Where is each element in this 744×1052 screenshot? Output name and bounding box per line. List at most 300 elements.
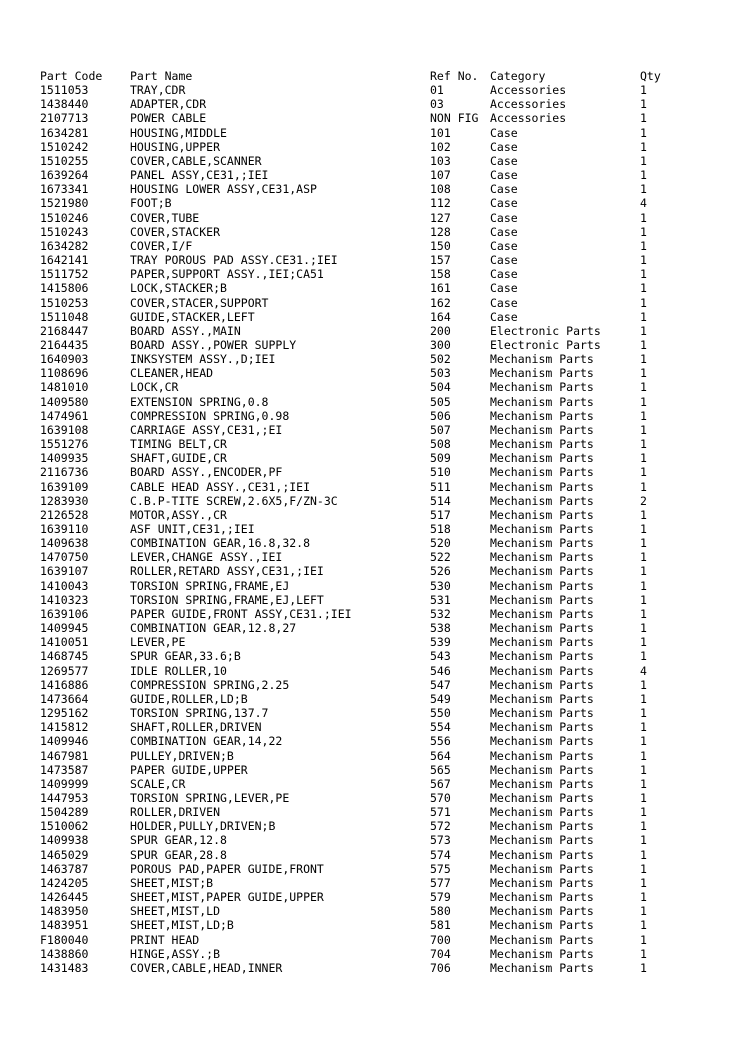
table-row (40, 168, 720, 182)
part-code-cell: 1283930 (40, 493, 89, 508)
ref-no-cell: 511 (430, 479, 451, 494)
category-cell: Mechanism Parts (490, 691, 594, 706)
ref-no-cell: 200 (430, 323, 451, 338)
qty-cell: 1 (640, 762, 647, 777)
category-cell: Mechanism Parts (490, 861, 594, 876)
part-code-cell: 1510253 (40, 295, 89, 310)
part-name-cell: MOTOR,ASSY.,CR (130, 507, 227, 522)
category-cell: Mechanism Parts (490, 550, 594, 565)
category-cell: Case (490, 139, 518, 154)
part-code-cell: 1510242 (40, 139, 89, 154)
qty-cell: 1 (640, 323, 647, 338)
part-code-cell: 1269577 (40, 663, 89, 678)
ref-no-cell: 572 (430, 819, 451, 834)
part-code-cell: 1415812 (40, 720, 89, 735)
part-code-cell: 1551276 (40, 437, 89, 452)
category-cell: Case (490, 168, 518, 183)
table-row (40, 777, 720, 791)
part-name-cell: EXTENSION SPRING,0.8 (130, 394, 269, 409)
part-name-cell: PAPER GUIDE,FRONT ASSY,CE31.;IEI (130, 606, 352, 621)
ref-no-cell: 530 (430, 578, 451, 593)
category-cell: Mechanism Parts (490, 833, 594, 848)
part-code-cell: 1465029 (40, 847, 89, 862)
ref-no-cell: 03 (430, 97, 444, 112)
category-cell: Mechanism Parts (490, 522, 594, 536)
category-cell: Mechanism Parts (490, 606, 594, 621)
table-row (40, 678, 720, 692)
ref-no-cell: 700 (430, 932, 451, 947)
ref-no-cell: 550 (430, 706, 451, 721)
table-row (40, 791, 720, 805)
ref-no-cell: 127 (430, 210, 451, 225)
part-name-cell: TORSION SPRING,FRAME,EJ (130, 578, 290, 593)
part-name-cell: SPUR GEAR,28.8 (130, 847, 227, 862)
ref-no-cell: 580 (430, 904, 451, 919)
ref-no-cell: 502 (430, 352, 451, 367)
category-cell: Case (490, 309, 518, 324)
qty-cell: 1 (640, 153, 647, 168)
part-code-cell: 1639264 (40, 168, 89, 183)
qty-cell: 1 (640, 847, 647, 862)
part-name-cell: SHEET,MIST,PAPER GUIDE,UPPER (130, 890, 324, 905)
qty-cell: 1 (640, 451, 647, 466)
qty-cell: 1 (640, 578, 647, 593)
table-row (40, 508, 720, 522)
qty-cell: 1 (640, 960, 647, 975)
category-cell: Mechanism Parts (490, 805, 594, 820)
part-code-cell: 1642141 (40, 253, 89, 268)
part-code-cell: 1470750 (40, 550, 89, 565)
table-row (40, 380, 720, 394)
part-code-cell: 1424205 (40, 875, 89, 890)
table-row (40, 352, 720, 366)
qty-cell: 1 (640, 522, 647, 536)
part-name-cell: HOLDER,PULLY,DRIVEN;B (130, 819, 276, 834)
ref-no-cell: 103 (430, 153, 451, 168)
part-code-cell: 1468745 (40, 649, 89, 664)
part-code-cell: 1640903 (40, 352, 89, 367)
qty-cell: 1 (640, 819, 647, 834)
ref-no-cell: 128 (430, 224, 451, 239)
part-code-cell: 1510062 (40, 819, 89, 834)
part-name-cell: FOOT;B (130, 196, 172, 211)
qty-cell: 1 (640, 621, 647, 636)
ref-no-cell: 546 (430, 663, 451, 678)
part-name-cell: SHAFT,GUIDE,CR (130, 451, 227, 466)
header-part-code: Part Code (40, 69, 103, 83)
category-cell: Mechanism Parts (490, 762, 594, 777)
qty-cell: 1 (640, 805, 647, 820)
table-row (40, 522, 720, 536)
qty-cell: 1 (640, 932, 647, 947)
header-qty: Qty (640, 69, 661, 83)
qty-cell: 1 (640, 946, 647, 961)
part-code-cell: 1483950 (40, 904, 89, 919)
part-name-cell: TRAY,CDR (130, 83, 186, 98)
table-row (40, 338, 720, 352)
ref-no-cell: 565 (430, 762, 451, 777)
qty-cell: 1 (640, 366, 647, 381)
part-name-cell: COMBINATION GEAR,14,22 (130, 734, 283, 749)
part-name-cell: POROUS PAD,PAPER GUIDE,FRONT (130, 861, 324, 876)
header-ref-no: Ref No. (430, 69, 479, 83)
category-cell: Case (490, 153, 518, 168)
part-name-cell: SPUR GEAR,12.8 (130, 833, 227, 848)
ref-no-cell: 547 (430, 677, 451, 692)
table-row (40, 310, 720, 324)
qty-cell: 1 (640, 720, 647, 735)
table-row (40, 862, 720, 876)
qty-cell: 1 (640, 139, 647, 154)
part-name-cell: LEVER,PE (130, 635, 186, 650)
table-row (40, 607, 720, 621)
category-cell: Mechanism Parts (490, 380, 594, 395)
part-code-cell: 1639110 (40, 522, 89, 536)
ref-no-cell: 556 (430, 734, 451, 749)
table-row (40, 621, 720, 635)
part-name-cell: CABLE HEAD ASSY.,CE31,;IEI (130, 479, 311, 494)
part-code-cell: 1463787 (40, 861, 89, 876)
category-cell: Mechanism Parts (490, 847, 594, 862)
table-row (40, 126, 720, 140)
table-row (40, 904, 720, 918)
part-name-cell: COVER,STACER,SUPPORT (130, 295, 269, 310)
ref-no-cell: 543 (430, 649, 451, 664)
part-code-cell: 1409946 (40, 734, 89, 749)
ref-no-cell: NON FIG (430, 111, 479, 126)
part-name-cell: COVER,CABLE,SCANNER (130, 153, 262, 168)
qty-cell: 1 (640, 776, 647, 791)
ref-no-cell: 549 (430, 691, 451, 706)
ref-no-cell: 518 (430, 522, 451, 536)
ref-no-cell: 581 (430, 918, 451, 933)
table-row (40, 409, 720, 423)
category-cell: Mechanism Parts (490, 465, 594, 480)
part-name-cell: POWER CABLE (130, 111, 207, 126)
table-row (40, 833, 720, 847)
ref-no-cell: 554 (430, 720, 451, 735)
qty-cell: 1 (640, 564, 647, 579)
table-row (40, 296, 720, 310)
part-code-cell: 1511752 (40, 267, 89, 282)
table-row (40, 579, 720, 593)
header-category: Category (490, 69, 546, 83)
part-code-cell: 1639107 (40, 564, 89, 579)
category-cell: Mechanism Parts (490, 621, 594, 636)
table-row (40, 366, 720, 380)
part-name-cell: TORSION SPRING,LEVER,PE (130, 790, 290, 805)
part-name-cell: COVER,STACKER (130, 224, 221, 239)
table-row (40, 961, 720, 975)
part-code-cell: 1410051 (40, 635, 89, 650)
part-name-cell: COMPRESSION SPRING,2.25 (130, 677, 290, 692)
part-code-cell: 1447953 (40, 790, 89, 805)
table-row (40, 692, 720, 706)
table-row (40, 267, 720, 281)
part-name-cell: BOARD ASSY.,POWER SUPPLY (130, 337, 297, 352)
qty-cell: 1 (640, 706, 647, 721)
part-code-cell: 2116736 (40, 465, 89, 480)
category-cell: Mechanism Parts (490, 776, 594, 791)
qty-cell: 1 (640, 550, 647, 565)
qty-cell: 1 (640, 479, 647, 494)
category-cell: Mechanism Parts (490, 437, 594, 452)
ref-no-cell: 162 (430, 295, 451, 310)
ref-no-cell: 704 (430, 946, 451, 961)
ref-no-cell: 577 (430, 875, 451, 890)
table-row (40, 706, 720, 720)
category-cell: Mechanism Parts (490, 564, 594, 579)
ref-no-cell: 517 (430, 507, 451, 522)
qty-cell: 1 (640, 918, 647, 933)
part-name-cell: LOCK,STACKER;B (130, 281, 227, 296)
qty-cell: 1 (640, 748, 647, 763)
category-cell: Electronic Parts (490, 323, 601, 338)
header-part-name: Part Name (130, 69, 193, 83)
part-code-cell: 1634282 (40, 238, 89, 253)
part-name-cell: TORSION SPRING,FRAME,EJ,LEFT (130, 592, 324, 607)
qty-cell: 1 (640, 125, 647, 140)
part-code-cell: 1409580 (40, 394, 89, 409)
part-name-cell: PAPER GUIDE,UPPER (130, 762, 248, 777)
part-code-cell: 1639108 (40, 422, 89, 437)
category-cell: Mechanism Parts (490, 734, 594, 749)
part-name-cell: SPUR GEAR,33.6;B (130, 649, 241, 664)
table-row (40, 890, 720, 904)
ref-no-cell: 161 (430, 281, 451, 296)
qty-cell: 1 (640, 790, 647, 805)
part-name-cell: PRINT HEAD (130, 932, 200, 947)
table-row (40, 848, 720, 862)
category-cell: Case (490, 210, 518, 225)
category-cell: Case (490, 281, 518, 296)
category-cell: Case (490, 224, 518, 239)
part-code-cell: 1474961 (40, 408, 89, 423)
part-name-cell: IDLE ROLLER,10 (130, 663, 227, 678)
table-row (40, 649, 720, 663)
qty-cell: 1 (640, 337, 647, 352)
qty-cell: 1 (640, 408, 647, 423)
qty-cell: 1 (640, 295, 647, 310)
part-code-cell: 1521980 (40, 196, 89, 211)
part-name-cell: TIMING BELT,CR (130, 437, 227, 452)
part-name-cell: GUIDE,STACKER,LEFT (130, 309, 255, 324)
table-row (40, 196, 720, 210)
table-row (40, 749, 720, 763)
qty-cell: 1 (640, 267, 647, 282)
category-cell: Mechanism Parts (490, 677, 594, 692)
part-code-cell: 1673341 (40, 182, 89, 197)
ref-no-cell: 01 (430, 83, 444, 98)
table-row (40, 720, 720, 734)
part-code-cell: F180040 (40, 932, 89, 947)
table-row (40, 918, 720, 932)
category-cell: Mechanism Parts (490, 479, 594, 494)
qty-cell: 1 (640, 635, 647, 650)
category-cell: Mechanism Parts (490, 422, 594, 437)
table-row (40, 635, 720, 649)
qty-cell: 4 (640, 663, 647, 678)
ref-no-cell: 531 (430, 592, 451, 607)
ref-no-cell: 570 (430, 790, 451, 805)
qty-cell: 1 (640, 904, 647, 919)
part-code-cell: 2168447 (40, 323, 89, 338)
category-cell: Mechanism Parts (490, 932, 594, 947)
part-name-cell: SHEET,MIST,LD;B (130, 918, 234, 933)
ref-no-cell: 526 (430, 564, 451, 579)
part-name-cell: LEVER,CHANGE ASSY.,IEI (130, 550, 283, 565)
qty-cell: 1 (640, 238, 647, 253)
part-name-cell: BOARD ASSY.,MAIN (130, 323, 241, 338)
part-code-cell: 1473664 (40, 691, 89, 706)
ref-no-cell: 532 (430, 606, 451, 621)
ref-no-cell: 520 (430, 536, 451, 551)
qty-cell: 1 (640, 111, 647, 126)
qty-cell: 1 (640, 309, 647, 324)
part-name-cell: COMPRESSION SPRING,0.98 (130, 408, 290, 423)
table-row (40, 182, 720, 196)
part-name-cell: CLEANER,HEAD (130, 366, 214, 381)
part-name-cell: TORSION SPRING,137.7 (130, 706, 269, 721)
category-cell: Mechanism Parts (490, 706, 594, 721)
part-name-cell: ADAPTER,CDR (130, 97, 207, 112)
table-row (40, 805, 720, 819)
part-name-cell: ROLLER,RETARD ASSY,CE31,;IEI (130, 564, 324, 579)
category-cell: Electronic Parts (490, 337, 601, 352)
category-cell: Mechanism Parts (490, 394, 594, 409)
ref-no-cell: 574 (430, 847, 451, 862)
table-row (40, 536, 720, 550)
table-row (40, 140, 720, 154)
category-cell: Case (490, 267, 518, 282)
ref-no-cell: 509 (430, 451, 451, 466)
part-name-cell: SHAFT,ROLLER,DRIVEN (130, 720, 262, 735)
part-code-cell: 1431483 (40, 960, 89, 975)
part-code-cell: 2107713 (40, 111, 89, 126)
part-name-cell: HOUSING,MIDDLE (130, 125, 227, 140)
table-row (40, 154, 720, 168)
category-cell: Case (490, 253, 518, 268)
part-code-cell: 2164435 (40, 337, 89, 352)
part-name-cell: COMBINATION GEAR,12.8,27 (130, 621, 297, 636)
category-cell: Case (490, 295, 518, 310)
part-name-cell: COVER,I/F (130, 238, 193, 253)
part-code-cell: 1409945 (40, 621, 89, 636)
part-code-cell: 1438440 (40, 97, 89, 112)
category-cell: Case (490, 238, 518, 253)
table-row (40, 253, 720, 267)
ref-no-cell: 575 (430, 861, 451, 876)
qty-cell: 1 (640, 875, 647, 890)
qty-cell: 1 (640, 437, 647, 452)
category-cell: Mechanism Parts (490, 790, 594, 805)
table-row (40, 281, 720, 295)
part-code-cell: 1634281 (40, 125, 89, 140)
qty-cell: 1 (640, 734, 647, 749)
part-code-cell: 1639109 (40, 479, 89, 494)
ref-no-cell: 539 (430, 635, 451, 650)
part-name-cell: PANEL ASSY,CE31,;IEI (130, 168, 269, 183)
part-code-cell: 1409638 (40, 536, 89, 551)
qty-cell: 1 (640, 281, 647, 296)
category-cell: Mechanism Parts (490, 366, 594, 381)
part-code-cell: 1510255 (40, 153, 89, 168)
ref-no-cell: 503 (430, 366, 451, 381)
part-name-cell: PAPER,SUPPORT ASSY.,IEI;CA51 (130, 267, 324, 282)
part-name-cell: INKSYSTEM ASSY.,D;IEI (130, 352, 276, 367)
part-name-cell: HINGE,ASSY.;B (130, 946, 221, 961)
qty-cell: 1 (640, 168, 647, 183)
part-name-cell: COVER,CABLE,HEAD,INNER (130, 960, 283, 975)
table-row (40, 664, 720, 678)
category-cell: Mechanism Parts (490, 748, 594, 763)
part-code-cell: 1504289 (40, 805, 89, 820)
qty-cell: 1 (640, 210, 647, 225)
category-cell: Case (490, 196, 518, 211)
category-cell: Mechanism Parts (490, 663, 594, 678)
part-code-cell: 1409938 (40, 833, 89, 848)
ref-no-cell: 158 (430, 267, 451, 282)
ref-no-cell: 300 (430, 337, 451, 352)
qty-cell: 1 (640, 677, 647, 692)
category-cell: Mechanism Parts (490, 875, 594, 890)
part-name-cell: HOUSING,UPPER (130, 139, 221, 154)
qty-cell: 1 (640, 380, 647, 395)
qty-cell: 2 (640, 493, 647, 508)
ref-no-cell: 567 (430, 776, 451, 791)
part-code-cell: 1511053 (40, 83, 89, 98)
table-row (40, 211, 720, 225)
category-cell: Mechanism Parts (490, 918, 594, 933)
part-name-cell: GUIDE,ROLLER,LD;B (130, 691, 248, 706)
category-cell: Mechanism Parts (490, 451, 594, 466)
category-cell: Mechanism Parts (490, 507, 594, 522)
qty-cell: 1 (640, 352, 647, 367)
ref-no-cell: 507 (430, 422, 451, 437)
qty-cell: 1 (640, 691, 647, 706)
qty-cell: 1 (640, 649, 647, 664)
part-code-cell: 1467981 (40, 748, 89, 763)
part-code-cell: 1416886 (40, 677, 89, 692)
category-cell: Mechanism Parts (490, 904, 594, 919)
category-cell: Case (490, 182, 518, 197)
qty-cell: 1 (640, 861, 647, 876)
part-code-cell: 1410323 (40, 592, 89, 607)
part-name-cell: PULLEY,DRIVEN;B (130, 748, 234, 763)
part-name-cell: C.B.P-TITE SCREW,2.6X5,F/ZN-3C (130, 493, 338, 508)
part-name-cell: SCALE,CR (130, 776, 186, 791)
category-cell: Mechanism Parts (490, 960, 594, 975)
part-name-cell: SHEET,MIST,LD (130, 904, 221, 919)
category-cell: Mechanism Parts (490, 592, 594, 607)
category-cell: Mechanism Parts (490, 946, 594, 961)
ref-no-cell: 505 (430, 394, 451, 409)
part-name-cell: COMBINATION GEAR,16.8,32.8 (130, 536, 311, 551)
ref-no-cell: 508 (430, 437, 451, 452)
category-cell: Mechanism Parts (490, 720, 594, 735)
table-row (40, 225, 720, 239)
part-code-cell: 2126528 (40, 507, 89, 522)
table-row (40, 395, 720, 409)
part-name-cell: SHEET,MIST;B (130, 875, 214, 890)
category-cell: Mechanism Parts (490, 649, 594, 664)
table-row (40, 437, 720, 451)
table-row (40, 494, 720, 508)
part-code-cell: 1295162 (40, 706, 89, 721)
part-code-cell: 1483951 (40, 918, 89, 933)
qty-cell: 1 (640, 465, 647, 480)
table-row (40, 465, 720, 479)
